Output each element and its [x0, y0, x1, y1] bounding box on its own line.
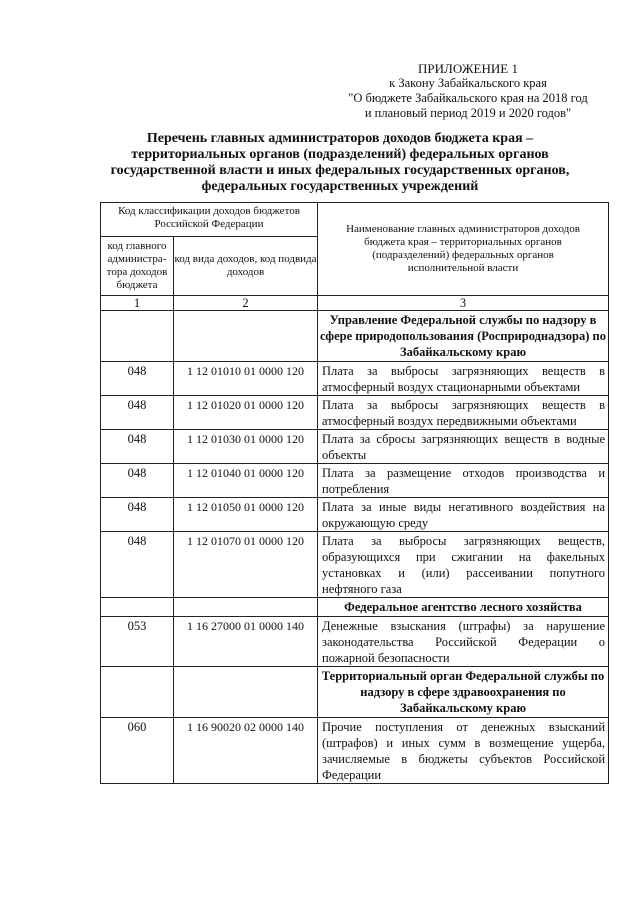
table-row: [101, 532, 609, 598]
income-name-cell: Прочие поступления от денежных взысканий (штрафов) и иных сумм в возмещение ущерба, зачисляемые в бюджеты субъектов Российской Федерации: [318, 718, 609, 784]
admin-code-cell: 048: [101, 498, 174, 532]
table-row: [101, 430, 609, 464]
table-row: [101, 396, 609, 430]
income-code-cell: 1 16 27000 01 0000 140: [174, 617, 318, 667]
income-code-cell: 1 12 01030 01 0000 120: [174, 430, 318, 464]
admin-code-cell: 060: [101, 718, 174, 784]
income-name-cell: Плата за сбросы загрязняющих веществ в водные объекты: [318, 430, 609, 464]
section-row: [101, 667, 609, 718]
income-name-cell: Плата за выбросы загрязняющих веществ в атмосферный воздух стационарными объектами: [318, 362, 609, 396]
title-line: Перечень главных администраторов доходов бюджета края –: [146, 131, 534, 146]
column-number: 3: [318, 296, 609, 311]
empty-cell: [174, 598, 318, 617]
document-title: [90, 131, 590, 195]
income-code-cell: 1 12 01040 01 0000 120: [174, 464, 318, 498]
appendix-header: [318, 61, 618, 121]
header-administrator-name: Наименование главных администраторов доходов бюджета края – территориальных органов (подразделений) федеральных органов исполнительной власти: [318, 203, 609, 296]
income-code-cell: 1 12 01010 01 0000 120: [174, 362, 318, 396]
income-name-cell: Плата за выбросы загрязняющих веществ, образующихся при сжигании на факельных установках и (или) рассеивании попутного нефтяного газа: [318, 532, 609, 598]
header-admin-code: код главного администра-тора доходов бюджета: [101, 237, 174, 296]
table-row: [101, 718, 609, 784]
section-title: Управление Федеральной службы по надзору в сфере природопользования (Росприроднадзора) по Забайкальскому краю: [318, 311, 609, 362]
table-row: [101, 498, 609, 532]
income-code-cell: 1 12 01050 01 0000 120: [174, 498, 318, 532]
empty-cell: [174, 667, 318, 718]
admin-code-cell: 048: [101, 430, 174, 464]
title-line: территориальных органов (подразделений) федеральных органов: [131, 147, 549, 162]
admin-code-cell: 053: [101, 617, 174, 667]
title-line: федеральных государственных учреждений: [201, 179, 479, 194]
appendix-title: ПРИЛОЖЕНИЕ 1: [418, 61, 518, 76]
column-number: 2: [174, 296, 318, 311]
admin-code-cell: 048: [101, 532, 174, 598]
section-title: Федеральное агентство лесного хозяйства: [318, 598, 609, 617]
section-row: [101, 311, 609, 362]
income-name-cell: Плата за иные виды негативного воздействия на окружающую среду: [318, 498, 609, 532]
appendix-line: к Закону Забайкальского края: [389, 76, 547, 90]
table-row: [101, 617, 609, 667]
section-row: [101, 598, 609, 617]
column-number: 1: [101, 296, 174, 311]
income-name-cell: Плата за выбросы загрязняющих веществ в атмосферный воздух передвижными объектами: [318, 396, 609, 430]
income-name-cell: Денежные взыскания (штрафы) за нарушение законодательства Российской Федерации о пожарной безопасности: [318, 617, 609, 667]
empty-cell: [174, 311, 318, 362]
header-code-classification: Код классификации доходов бюджетов Российской Федерации: [101, 203, 318, 237]
empty-cell: [101, 311, 174, 362]
empty-cell: [101, 598, 174, 617]
appendix-line: и плановый период 2019 и 2020 годов": [364, 106, 572, 120]
table-row: [101, 464, 609, 498]
income-name-cell: Плата за размещение отходов производства и потребления: [318, 464, 609, 498]
income-code-cell: 1 16 90020 02 0000 140: [174, 718, 318, 784]
income-code-cell: 1 12 01070 01 0000 120: [174, 532, 318, 598]
admin-code-cell: 048: [101, 464, 174, 498]
title-line: государственной власти и иных федеральных государственных органов,: [110, 163, 570, 178]
income-code-cell: 1 12 01020 01 0000 120: [174, 396, 318, 430]
table-row: [101, 362, 609, 396]
administrators-table: [100, 202, 609, 784]
section-title: Территориальный орган Федеральной службы по надзору в сфере здравоохранения по Забайкальскому краю: [318, 667, 609, 718]
empty-cell: [101, 667, 174, 718]
appendix-line: "О бюджете Забайкальского края на 2018 год: [348, 91, 588, 105]
header-kind-code: код вида доходов, код подвида доходов: [174, 237, 318, 296]
admin-code-cell: 048: [101, 362, 174, 396]
admin-code-cell: 048: [101, 396, 174, 430]
